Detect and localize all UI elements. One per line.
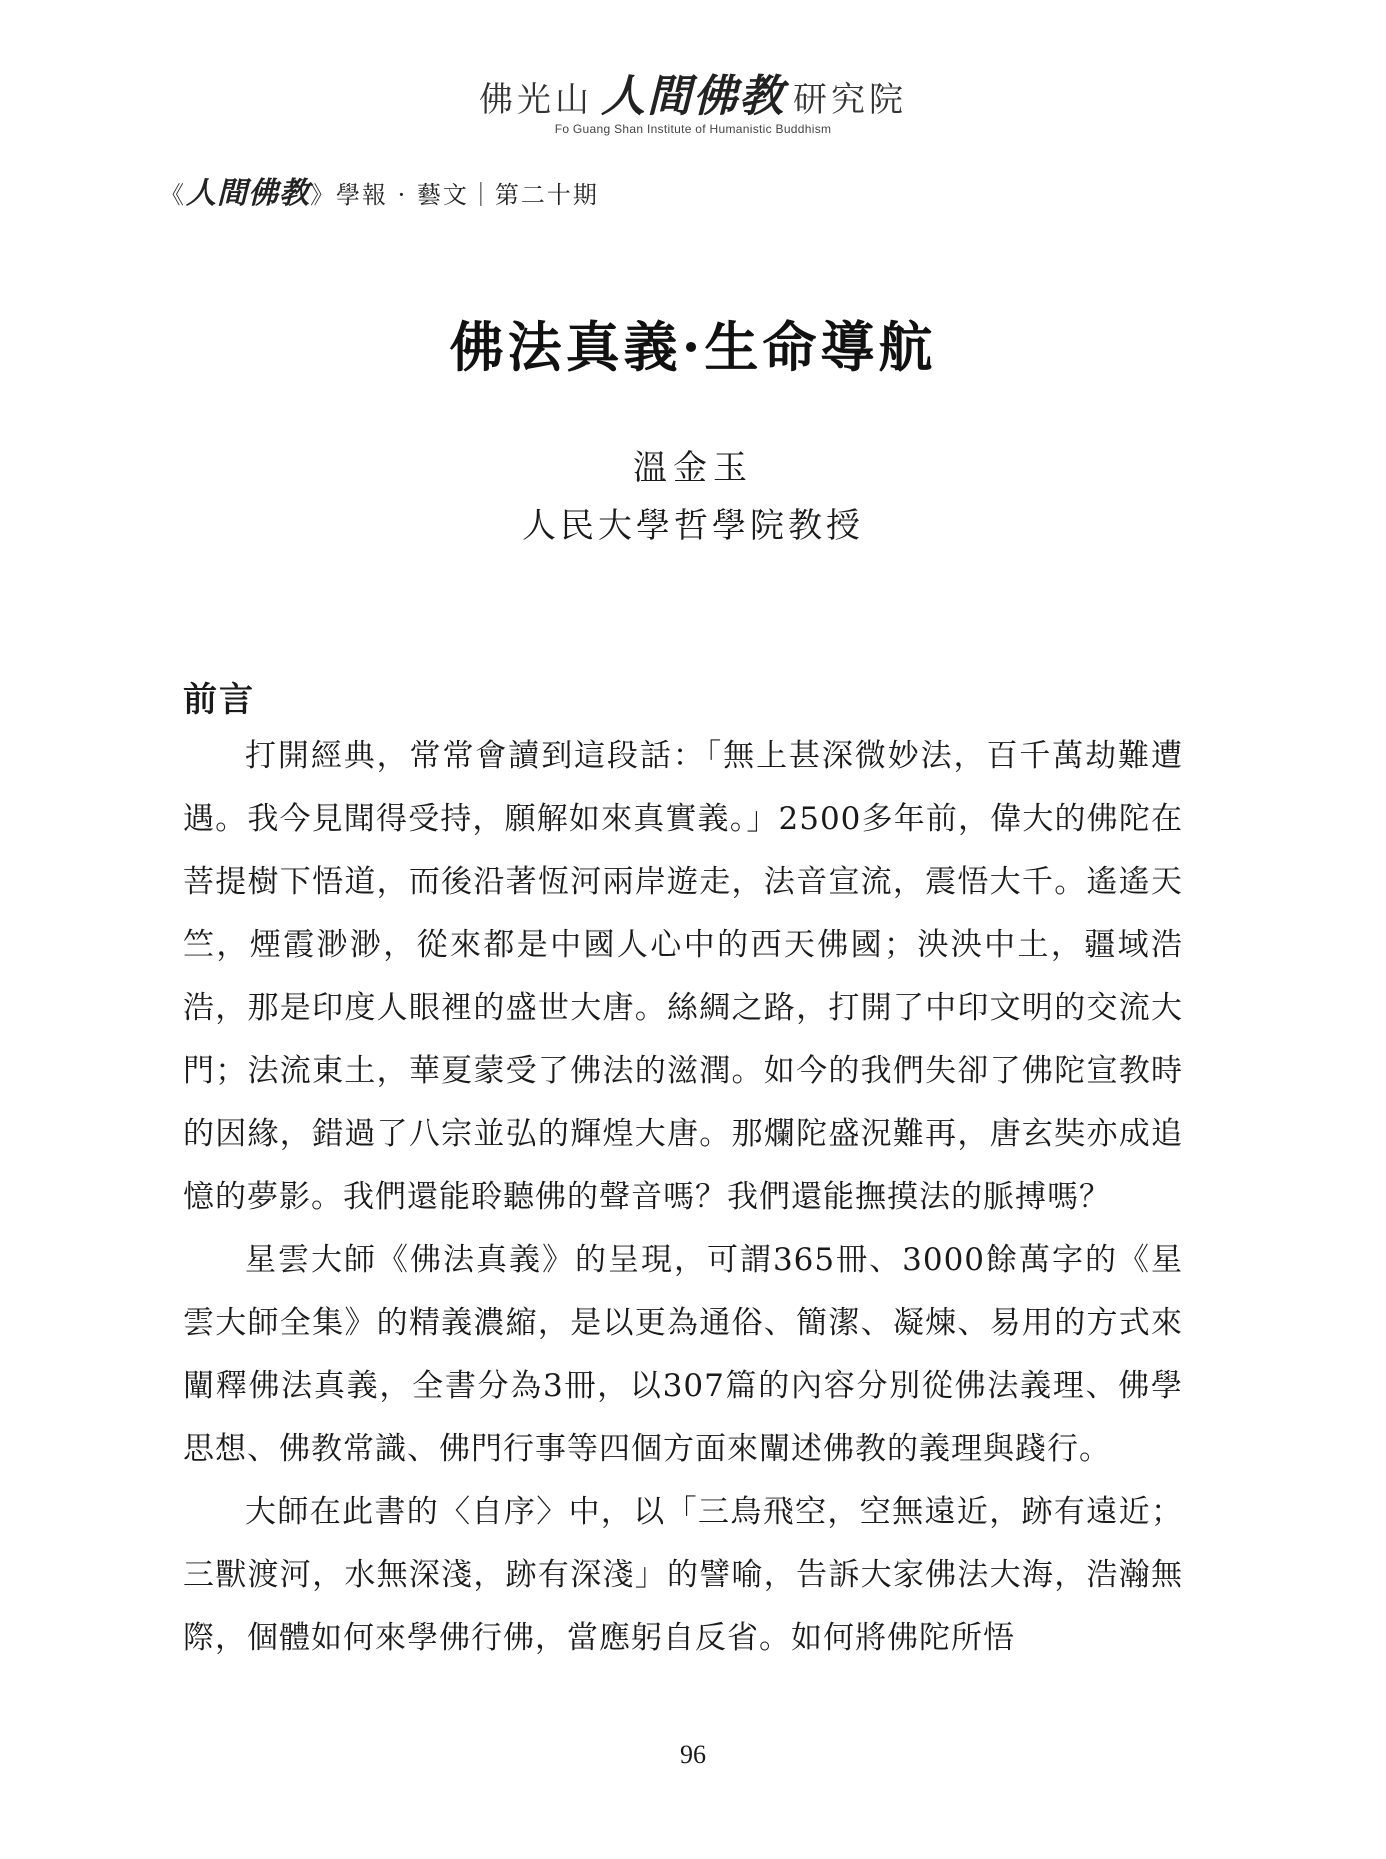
author-affiliation: 人民大學哲學院教授: [522, 506, 864, 546]
running-head: [160, 168, 599, 212]
masthead-right: 研究院: [793, 80, 907, 120]
masthead-title: [0, 60, 1386, 124]
page-number: 96: [680, 1740, 706, 1769]
section-heading: 前言: [183, 680, 255, 720]
running-head-brand: 人間佛教: [186, 176, 310, 211]
running-head-open: 《: [160, 181, 186, 209]
paragraph-3: 大師在此書的〈自序〉中，以「三鳥飛空，空無遠近，跡有遠近；三獸渡河，水無深淺，跡有深淺」的譬喻，告訴大家佛法大海，浩瀚無際，個體如何來學佛行佛，當應躬自反省。如何將佛陀所悟: [183, 1494, 1183, 1656]
article-title: 佛法真義·生命導航: [449, 315, 937, 379]
running-head-rest: 》學報 · 藝文｜第二十期: [310, 181, 599, 209]
masthead-left: 佛光山: [479, 80, 593, 120]
paragraph-2: 星雲大師《佛法真義》的呈現，可謂365冊、3000餘萬字的《星雲大師全集》的精義濃縮，是以更為通俗、簡潔、凝煉、易用的方式來闡釋佛法真義，全書分為3冊，以307篇的內容分別從佛法義理、佛學思想、佛教常識、佛門行事等四個方面來闡述佛教的義理與踐行。: [183, 1242, 1183, 1467]
paragraph-1: 打開經典，常常會讀到這段話：「無上甚深微妙法，百千萬劫難遭遇。我今見聞得受持，願解如來真實義。」2500多年前，偉大的佛陀在菩提樹下悟道，而後沿著恆河兩岸遊走，法音宣流，震悟大千。遙遙天竺，煙霞渺渺，從來都是中國人心中的西天佛國；泱泱中土，疆域浩浩，那是印度人眼裡的盛世大唐。絲綢之路，打開了中印文明的交流大門；法流東土，華夏蒙受了佛法的滋潤。如今的我們失卻了佛陀宣教時的因緣，錯過了八宗並弘的輝煌大唐。那爛陀盛況難再，唐玄奘亦成追憶的夢影。我們還能聆聽佛的聲音嗎？我們還能撫摸法的脈搏嗎？: [183, 738, 1183, 1215]
masthead-brand-logo: 人間佛教: [601, 71, 785, 122]
masthead-english: Fo Guang Shan Institute of Humanistic Buddhism: [554, 122, 832, 136]
article-author: 溫金玉: [633, 448, 753, 488]
body-text: [183, 725, 1183, 1670]
masthead: [0, 60, 1386, 136]
